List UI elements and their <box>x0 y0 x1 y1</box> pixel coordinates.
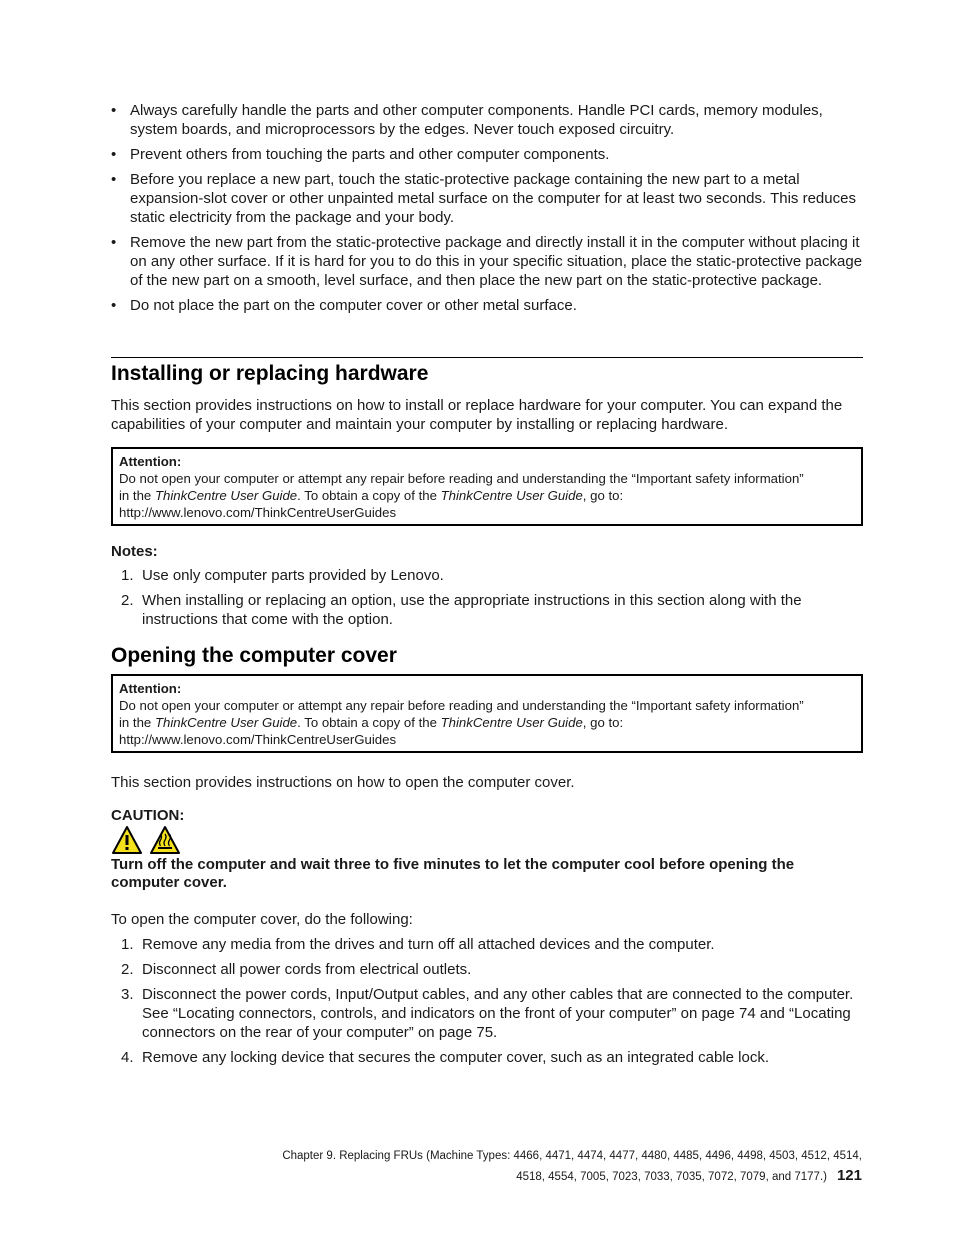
guide-url-link[interactable]: http://www.lenovo.com/ThinkCentreUserGuides <box>119 732 397 747</box>
caution-label: CAUTION: <box>111 807 185 824</box>
bullet-item: • Prevent others from touching the parts and other computer components. <box>111 145 863 164</box>
section-intro-installing: This section provides instructions on how to install or replace hardware for your computer. You can expand the capabilities of your computer and maintain your computer by installing or replacing hardware. <box>111 397 843 433</box>
footer-chapter-line: Chapter 9. Replacing FRUs (Machine Types: 4466, 4471, 4474, 4477, 4480, 4485, 4496, 4498, 4503, 4512, 4514, <box>282 1150 862 1162</box>
step-item: 4. Remove any locking device that secures the computer cover, such as an integrated cable lock. <box>121 1049 770 1066</box>
section-intro-opening: This section provides instructions on how to open the computer cover. <box>111 774 575 791</box>
bullet-item: • Before you replace a new part, touch the static-protective package containing the new part to a metal expansion-slot cover or other unpainted metal surface on the computer for at least two seconds. This reduces static electricity from the package and your body. <box>111 170 863 227</box>
bullet-item: • Always carefully handle the parts and other computer components. Handle PCI cards, memory modules, system boards, and microprocessors by the edges. Never touch exposed circuitry. <box>111 101 863 139</box>
steps-intro: To open the computer cover, do the following: <box>111 911 413 928</box>
attention-line: Do not open your computer or attempt any repair before reading and understanding the “Important safety information” <box>119 698 804 713</box>
handling-bullet-list <box>111 101 863 321</box>
attention-title: Attention: <box>119 454 182 469</box>
guide-title: ThinkCentre User Guide <box>440 488 583 503</box>
steps-list <box>111 935 863 1073</box>
attention-title: Attention: <box>119 681 182 696</box>
section-heading-opening: Opening the computer cover <box>111 644 397 667</box>
footer-chapter-line: 4518, 4554, 7005, 7023, 7033, 7035, 7072, 7079, and 7177.) 121 <box>516 1167 862 1184</box>
guide-title: ThinkCentre User Guide <box>154 715 298 730</box>
guide-url-link[interactable]: http://www.lenovo.com/ThinkCentreUserGuides <box>119 505 397 520</box>
notes-list <box>111 566 863 635</box>
attention-line: Do not open your computer or attempt any repair before reading and understanding the “Important safety information” <box>119 471 804 486</box>
guide-title: ThinkCentre User Guide <box>154 488 298 503</box>
section-divider <box>111 357 863 358</box>
bullet-item: • Do not place the part on the computer cover or other metal surface. <box>111 296 863 315</box>
caution-warning-text: Turn off the computer and wait three to five minutes to let the computer cool before opening the computer cover. <box>111 856 795 891</box>
page-number: 121 <box>836 1167 862 1184</box>
hot-surface-icon <box>149 825 181 855</box>
note-item: 1. Use only computer parts provided by Lenovo. <box>121 567 444 584</box>
attention-line: in the ThinkCentre User Guide. To obtain a copy of the ThinkCentre User Guide, go to: <box>119 715 624 730</box>
caution-icons <box>111 825 181 855</box>
step-item: 1. Remove any media from the drives and turn off all attached devices and the computer. <box>121 936 715 953</box>
attention-box <box>111 674 863 753</box>
section-heading-installing: Installing or replacing hardware <box>111 362 429 385</box>
bullet-item: • Remove the new part from the static-protective package and directly install it in the computer without placing it on any other surface. If it is hard for you to do this in your specific situation, place the static-protective package of the new part on a smooth, level surface, and then place the new part on the static-protective package. <box>111 233 863 290</box>
attention-box <box>111 447 863 526</box>
attention-line: in the ThinkCentre User Guide. To obtain a copy of the ThinkCentre User Guide, go to: <box>119 488 624 503</box>
guide-title: ThinkCentre User Guide <box>440 715 583 730</box>
step-item: 3. Disconnect the power cords, Input/Output cables, and any other cables that are connected to the computer. See “Locating connectors, controls, and indicators on the front of your computer” on page 74 and “Locating connectors on the rear of your computer” on page 75. <box>121 986 854 1041</box>
step-item: 2. Disconnect all power cords from electrical outlets. <box>121 961 472 978</box>
note-item: 2. When installing or replacing an option, use the appropriate instructions in this section along with the instructions that come with the option. <box>121 592 802 628</box>
page-footer <box>150 1147 862 1187</box>
notes-label: Notes: <box>111 543 158 560</box>
warning-triangle-icon <box>111 825 143 855</box>
